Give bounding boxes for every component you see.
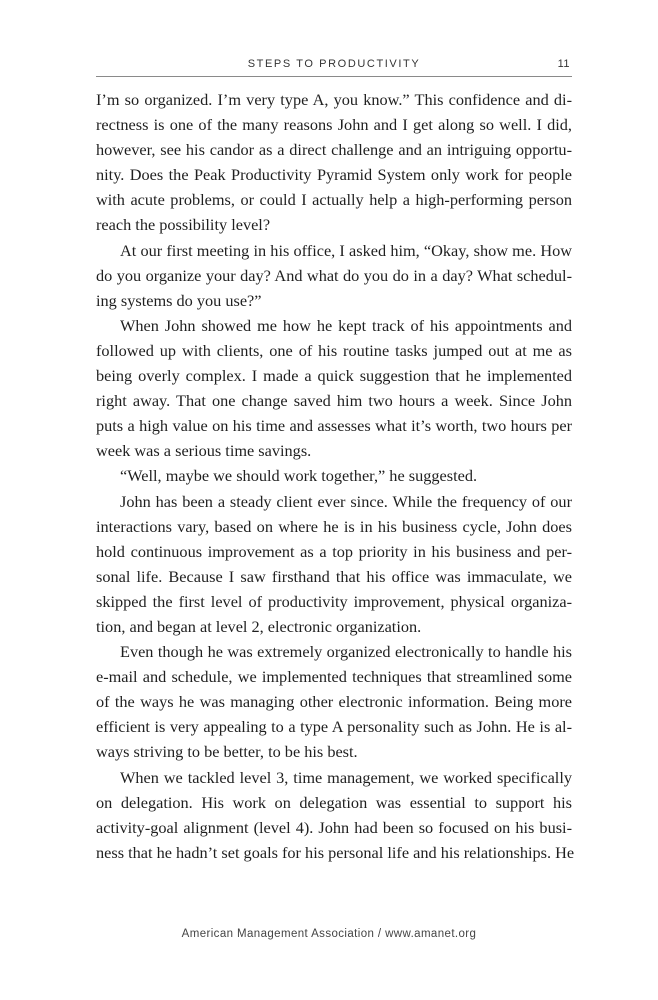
text-line: At our first meeting in his office, I asked him, “Okay, show me. How (120, 240, 572, 260)
paragraph (96, 765, 575, 865)
text-line: rectness is one of the many reasons John and I get along so well. I did, (96, 115, 572, 135)
text-line: reach the possibility level? (96, 215, 271, 235)
page-number: 11 (557, 58, 570, 70)
text-line: activity-goal alignment (level 4). John had been so focused on his busi- (96, 817, 572, 837)
text-line: “Well, maybe we should work together,” he suggested. (120, 466, 478, 486)
page-footer: American Management Association / www.amanet.org (181, 928, 477, 940)
text-line: e-mail and schedule, we implemented techniques that streamlined some (96, 667, 572, 687)
paragraph (96, 238, 572, 313)
text-line: on delegation. His work on delegation was essential to support his (96, 792, 572, 812)
text-line: When we tackled level 3, time management, we worked specifically (120, 767, 572, 787)
text-line: skipped the first level of productivity improvement, physical organiza- (96, 591, 572, 611)
text-line: hold continuous improvement as a top priority in his business and per- (96, 541, 572, 561)
text-line: week was a serious time savings. (96, 441, 312, 461)
text-line: right away. That one change saved him two hours a week. Since John (96, 391, 572, 411)
text-line: ways striving to be better, to be his best. (96, 742, 358, 762)
text-line: When John showed me how he kept track of his appointments and (120, 315, 572, 335)
text-line: I’m so organized. I’m very type A, you know.” This confidence and di- (96, 90, 572, 109)
text-line: of the ways he was managing other electronic information. Being more (96, 692, 572, 712)
body-text (96, 87, 575, 865)
running-head-title: STEPS TO PRODUCTIVITY (247, 58, 421, 70)
text-line: ness that he hadn’t set goals for his personal life and his relationships. He (96, 842, 575, 862)
text-line: with acute problems, or could I actually help a high-performing person (96, 190, 572, 210)
text-line: puts a high value on his time and assesses what it’s worth, two hours per (96, 416, 572, 436)
paragraph (96, 463, 572, 488)
paragraph (96, 639, 572, 764)
text-line: Even though he was extremely organized electronically to handle his (120, 642, 572, 662)
text-line: John has been a steady client ever since. While the frequency of our (120, 491, 572, 511)
text-line: sonal life. Because I saw firsthand that his office was immaculate, we (96, 566, 572, 586)
paragraph (96, 313, 572, 464)
paragraph (96, 87, 572, 238)
text-line: followed up with clients, one of his routine tasks jumped out at me as (96, 340, 572, 360)
text-line: efficient is very appealing to a type A personality such as John. He is al- (96, 717, 572, 737)
text-line: however, see his candor as a direct challenge and an intriguing opportu- (96, 140, 572, 160)
text-line: do you organize your day? And what do you do in a day? What schedul- (96, 265, 572, 285)
header-rule (96, 76, 572, 77)
running-head (96, 58, 572, 74)
paragraph (96, 489, 572, 640)
text-line: being overly complex. I made a quick suggestion that he implemented (96, 366, 572, 386)
text-line: interactions vary, based on where he is in his business cycle, John does (96, 516, 572, 536)
text-line: tion, and began at level 2, electronic organization. (96, 616, 422, 636)
text-line: ing systems do you use?” (96, 290, 262, 310)
text-line: nity. Does the Peak Productivity Pyramid System only work for people (96, 165, 572, 185)
